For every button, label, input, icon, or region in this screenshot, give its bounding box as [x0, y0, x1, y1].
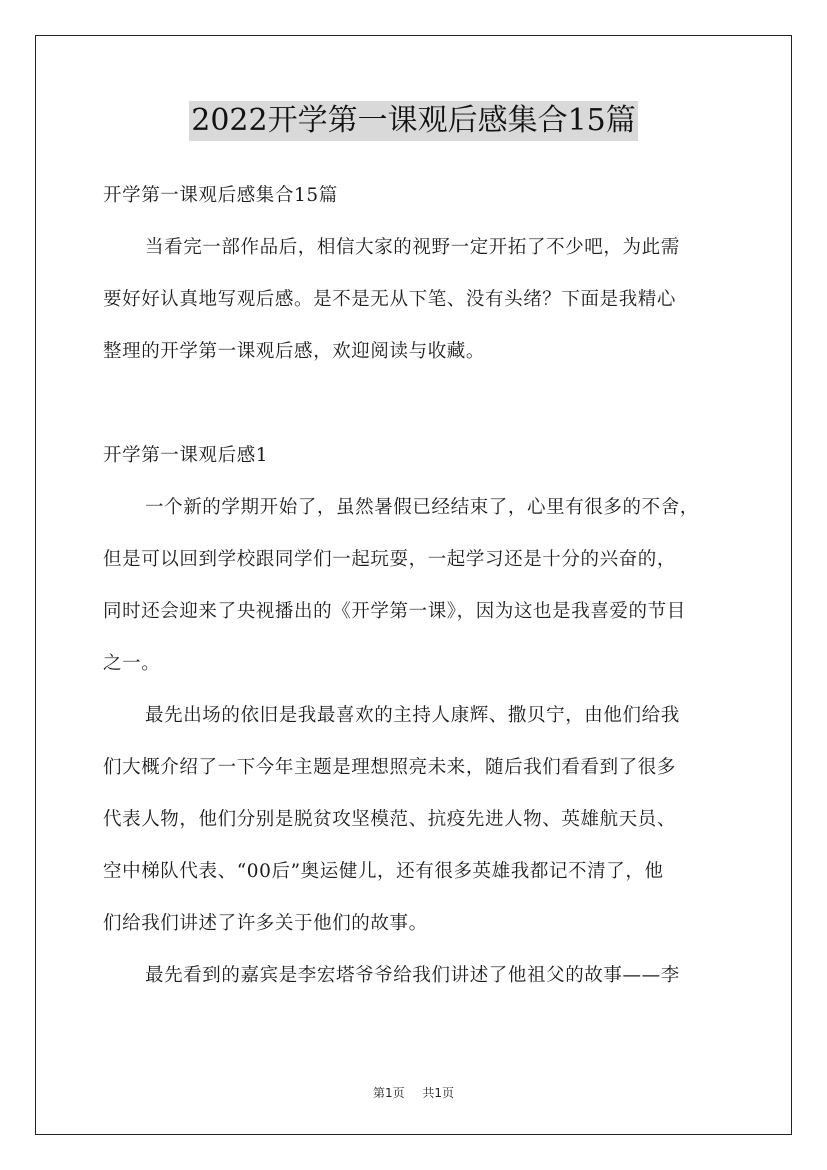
text-line: 当看完一部作品后，相信大家的视野一定开拓了不少吧，为此需 — [145, 237, 680, 258]
title-wrap — [0, 101, 827, 141]
text-line: 但是可以回到学校跟同学们一起玩耍，一起学习还是十分的兴奋的， — [103, 549, 677, 570]
text-line: 开学第一课观后感1 — [103, 445, 269, 466]
document-body — [103, 170, 728, 1002]
text-line: 整理的开学第一课观后感，欢迎阅读与收藏。 — [103, 341, 486, 362]
text-line: 最先看到的嘉宾是李宏塔爷爷给我们讲述了他祖父的故事——李 — [145, 965, 680, 986]
text-line: 代表人物，他们分别是脱贫攻坚模范、抗疫先进人物、英雄航天员、 — [103, 809, 677, 830]
page-total: 共1页 — [422, 1086, 455, 1100]
text-line: 们给我们讲述了许多关于他们的故事。 — [103, 913, 428, 934]
text-line: 一个新的学期开始了，虽然暑假已经结束了，心里有很多的不舍， — [145, 497, 699, 518]
text-line: 开学第一课观后感集合15篇 — [103, 185, 338, 206]
text-line: 空中梯队代表、“00后”奥运健儿，还有很多英雄我都记不清了，他 — [103, 861, 664, 882]
text-line: 同时还会迎来了央视播出的《开学第一课》，因为这也是我喜爱的节目 — [103, 601, 686, 622]
text-line: 之一。 — [103, 653, 161, 674]
page-number: 第1页 — [372, 1086, 405, 1100]
page-footer — [0, 1084, 827, 1101]
text-line: 最先出场的依旧是我最喜欢的主持人康辉、撒贝宁，由他们给我 — [145, 705, 680, 726]
blank-line — [103, 378, 728, 430]
document-title: 2022开学第一课观后感集合15篇 — [189, 101, 638, 141]
text-line: 要好好认真地写观后感。是不是无从下笔、没有头绪？下面是我精心 — [103, 289, 677, 310]
text-line: 们大概介绍了一下今年主题是理想照亮未来，随后我们看看到了很多 — [103, 757, 677, 778]
